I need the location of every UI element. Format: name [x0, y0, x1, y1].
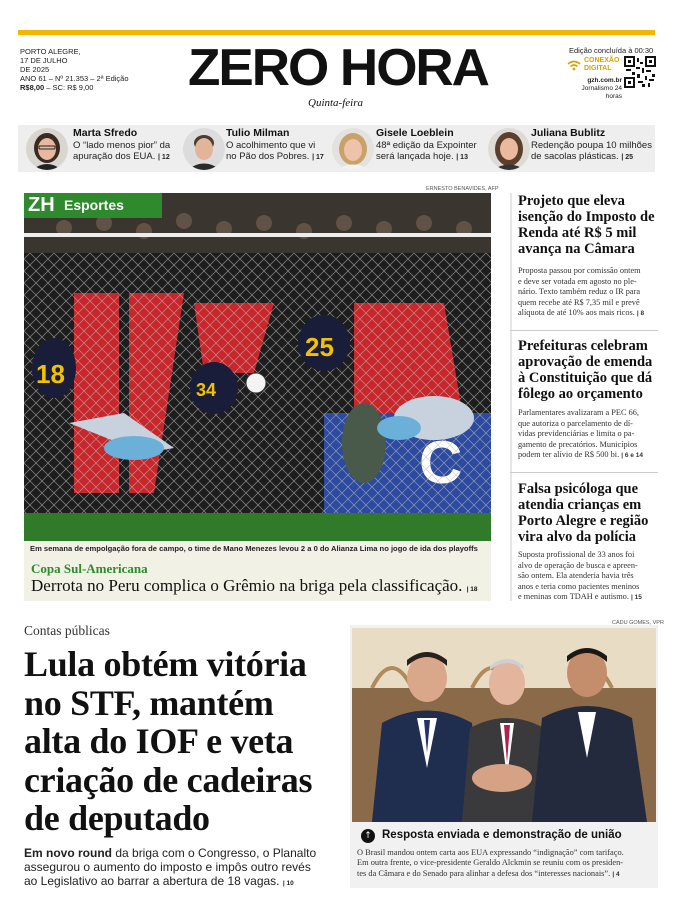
columnist-name: Marta Sfredo	[73, 127, 138, 139]
columnist-photo-marta	[26, 128, 68, 170]
edition-city: PORTO ALEGRE,	[20, 47, 81, 56]
page-ref: | 10	[282, 880, 294, 887]
story-pec-headline[interactable]: Prefeituras celebram aprovação de emenda à Constituição que dá fôlego ao orçamento	[518, 338, 653, 402]
body-line: e meninas com TDAH e autismo.	[518, 592, 629, 602]
columnist-tulio[interactable]	[226, 128, 330, 163]
body-line: Em outra frente, o vice-presidente Geraldo Alckmin se reuniu com os presiden-	[357, 858, 624, 868]
divider	[510, 472, 658, 473]
columnist-photo-gisele	[332, 128, 374, 170]
main-kicker: Contas públicas	[24, 623, 110, 638]
page-ref: | 4	[612, 870, 620, 878]
body-line: Parlamentares avalizaram a PEC 66,	[518, 408, 639, 417]
column-divider	[510, 193, 512, 601]
page-ref: | 18	[466, 586, 478, 593]
columnist-text: O acolhimento que vi	[226, 140, 316, 151]
wifi-icon	[567, 58, 581, 70]
sports-headline-text: Derrota no Peru complica o Grêmio na briga pela classificação.	[31, 576, 463, 595]
sports-kicker: Copa Sul-Americana	[31, 561, 148, 576]
site-info	[568, 77, 622, 101]
body-line: gamento de precatórios. Municípios	[518, 439, 638, 449]
columnist-name: Tulio Milman	[226, 127, 290, 139]
edition-info	[20, 47, 129, 92]
page-ref: | 13	[456, 154, 468, 161]
photo-story-body	[357, 848, 657, 880]
main-headline[interactable]	[24, 645, 344, 838]
sports-headline[interactable]	[31, 576, 478, 596]
page-ref: | 8	[636, 310, 645, 318]
football-photo[interactable]	[24, 193, 491, 541]
sports-badge[interactable]	[24, 193, 162, 218]
columnist-photo-tulio	[183, 128, 225, 170]
body-line: podem ter alívio de R$ 500 bi.	[518, 450, 620, 460]
lede-bold: Em novo round	[24, 846, 112, 860]
politicians-photo[interactable]	[352, 628, 656, 822]
body-line: alíquota de até 10% aos mais ricos.	[518, 308, 635, 318]
top-accent-bar	[18, 30, 655, 35]
headline-line: alta do IOF e veta	[24, 721, 294, 761]
story-ir-headline[interactable]: Projeto que eleva isenção do Imposto de Renda até R$ 5 mil avança na Câmara	[518, 193, 655, 257]
body-line: Proposta passou por comissão ontem	[518, 266, 641, 275]
columnist-text: no Pão dos Pobres.	[226, 151, 310, 162]
weekday: Quinta-feira	[308, 97, 363, 109]
section-label: Esportes	[64, 197, 124, 213]
arrow-up-icon: ↑	[361, 829, 375, 843]
digital-line-1: CONEXÃO	[584, 57, 620, 64]
columnist-name: Juliana Bublitz	[531, 127, 606, 139]
zh-logo: ZH	[28, 194, 55, 216]
columnist-text: será lançada hoje.	[376, 151, 454, 162]
columnist-text: apuração dos EUA.	[73, 151, 156, 162]
body-line: e deve ser votada em agosto no ple-	[518, 276, 637, 286]
headline-line: de deputado	[24, 798, 210, 838]
columnist-gisele[interactable]	[376, 128, 482, 163]
lede-line: ao Legislativo ao barrar a abertura de 18 vagas.	[24, 874, 280, 888]
columnist-juliana[interactable]	[531, 128, 657, 163]
columnist-text: O “lado menos pior” da	[73, 140, 171, 151]
main-lede	[24, 846, 344, 891]
edition-price-sc: – SC: R$ 9,00	[44, 83, 94, 92]
story-pec-body	[518, 408, 658, 462]
story-psicologa-headline[interactable]: Falsa psicóloga que atendia crianças em Porto Alegre e região vira alvo da polícia	[518, 481, 649, 545]
site-url[interactable]: gzh.com.br	[587, 77, 622, 84]
divider	[510, 330, 658, 331]
headline-line: criação de cadeiras	[24, 759, 313, 800]
svg-text:18: 18	[36, 359, 65, 389]
page-ref: | 17	[312, 154, 324, 161]
page-ref: | 15	[631, 594, 642, 602]
columnist-name: Gisele Loeblein	[376, 127, 454, 139]
svg-text:25: 25	[305, 332, 334, 362]
body-line: nário. Texto também reduz o IR para	[518, 287, 641, 297]
digital-label	[584, 57, 619, 73]
photo-credit: ERNESTO BENAVIDES, AFP	[426, 186, 499, 192]
columnist-photo-juliana	[488, 128, 530, 170]
lede-line: assegurou o aumento do imposto e impôs outro revés	[24, 860, 311, 874]
body-line: anos e teria como pacientes meninos	[518, 581, 640, 591]
edition-year: DE 2025	[20, 65, 50, 74]
body-line: alvo de operação de busca e apreen-	[518, 560, 638, 570]
story-psicologa-body	[518, 550, 658, 604]
page-ref: | 6 e 14	[621, 452, 643, 460]
body-line: tes da Câmara e do Senado para alinhar a defesa dos “interesses nacionais”.	[357, 868, 611, 878]
body-line: O Brasil mandou ontem carta aos EUA expressando “indignação” com tarifaço.	[357, 848, 624, 857]
body-line: Suposta profissional de 33 anos foi	[518, 550, 635, 559]
body-line: quem recebe até R$ 7,35 mil e prevê	[518, 297, 640, 307]
digital-line-2: DIGITAL	[584, 65, 612, 72]
columnist-text: de sacolas plásticas.	[531, 151, 619, 162]
edition-price-line	[20, 83, 129, 92]
edition-price: R$8,00	[20, 83, 45, 92]
edition-issue: ANO 61 – Nº 21.353 – 2ª Edição	[20, 74, 129, 83]
photo-credit: CADU GOMES, VPR	[612, 620, 664, 626]
body-line: que autoriza o parcelamento de dí-	[518, 418, 633, 428]
body-line: são ontem. Ela atenderia havia três	[518, 571, 634, 581]
body-line: vidas previdenciárias e limita o pa-	[518, 429, 635, 439]
columnist-marta[interactable]	[73, 128, 173, 163]
edition-date: 17 DE JULHO	[20, 56, 68, 65]
columnist-text: Redenção poupa 10 milhões	[531, 140, 652, 151]
headline-line: Lula obtém vitória	[24, 644, 307, 684]
journalism-tagline: Jornalismo 24 horas	[581, 85, 622, 100]
photo-caption: Em semana de empolgação fora de campo, o time de Mano Menezes levou 2 a 0 do Alianza Lima no jogo de ida dos playoffs	[30, 544, 478, 553]
svg-text:34: 34	[196, 380, 217, 400]
masthead-title[interactable]: ZERO HORA	[188, 39, 488, 97]
qr-code-icon[interactable]	[624, 56, 656, 88]
story-ir-body	[518, 266, 658, 320]
edition-closed: Edição concluída à 00:30	[569, 46, 654, 55]
page-ref: | 25	[621, 154, 634, 161]
headline-line: no STF, mantém	[24, 682, 274, 723]
columnist-text: 48ª edição da Expointer	[376, 140, 477, 151]
photo-story-headline[interactable]: Resposta enviada e demonstração de união	[382, 829, 622, 841]
lede-line: da briga com o Congresso, o Planalto	[112, 846, 317, 860]
page-ref: | 12	[158, 154, 170, 161]
